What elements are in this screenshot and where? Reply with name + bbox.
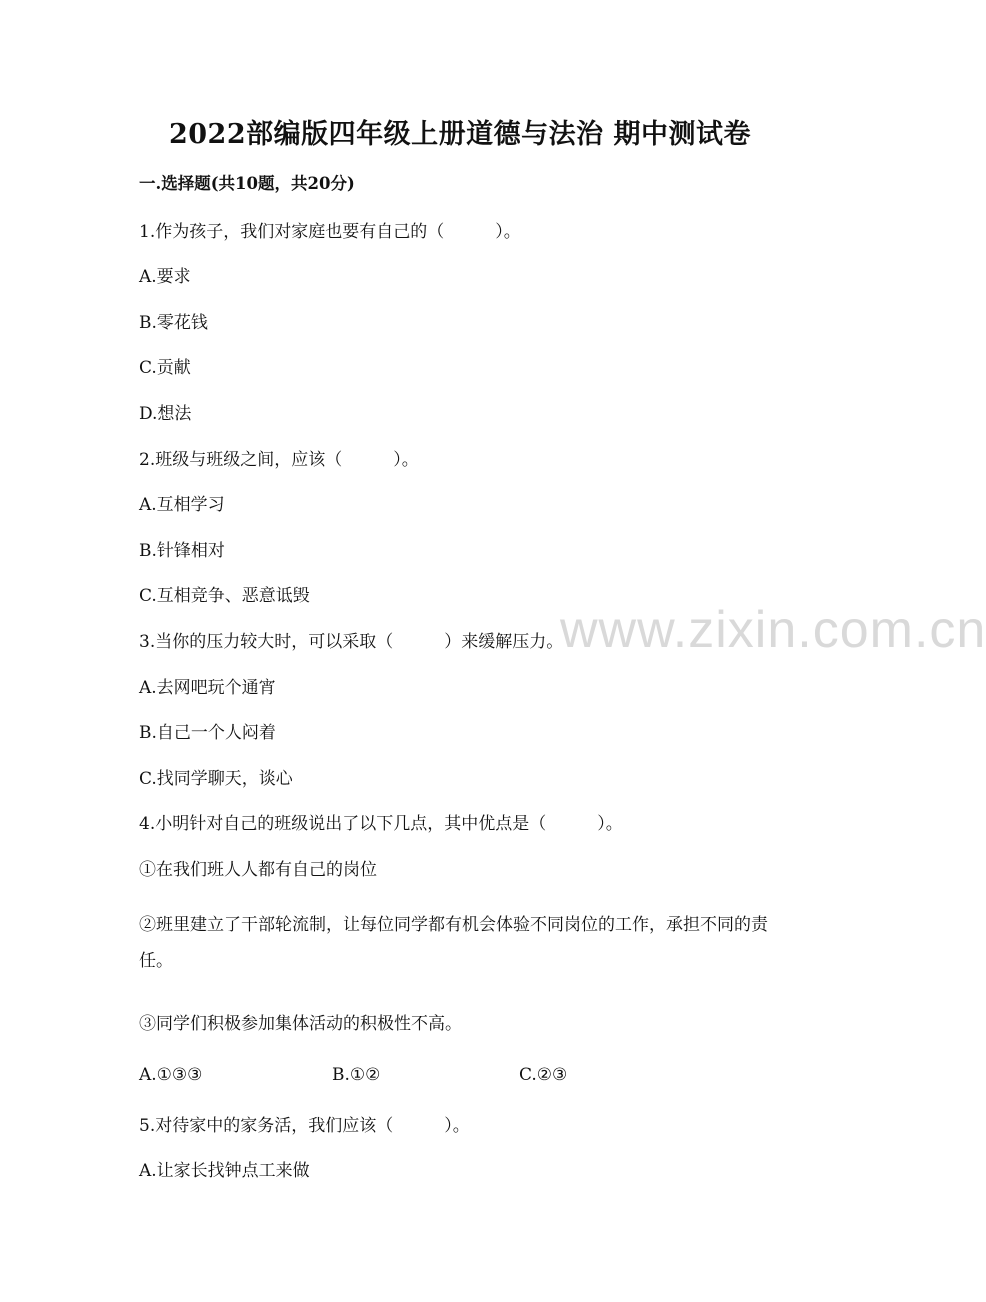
question-1-option-b: B.零花钱 <box>139 313 208 333</box>
question-2-option-c: C.互相竞争、恶意诋毁 <box>139 586 310 606</box>
exam-title: 2022部编版四年级上册道德与法治 期中测试卷 <box>168 119 752 150</box>
question-2-stem: 2.班级与班级之间，应该（ ）。 <box>139 450 419 470</box>
question-3-stem: 3.当你的压力较大时，可以采取（ ）来缓解压力。 <box>139 632 564 652</box>
question-4-statement-2: ②班里建立了干部轮流制，让每位同学都有机会体验不同岗位的工作，承担不同的责任。 <box>139 915 768 971</box>
question-2-option-a: A.互相学习 <box>139 495 225 515</box>
question-1-option-a: A.要求 <box>139 267 191 287</box>
question-5-stem: 5.对待家中的家务活，我们应该（ ）。 <box>139 1116 470 1136</box>
question-1-option-d: D.想法 <box>139 404 192 424</box>
question-4-statement-3: ③同学们积极参加集体活动的积极性不高。 <box>139 1014 462 1034</box>
question-2-option-b: B.针锋相对 <box>139 541 225 561</box>
question-5-option-a: A.让家长找钟点工来做 <box>139 1161 310 1181</box>
watermark: www.zixin.com.cn <box>560 601 986 659</box>
question-4-option-b: B.①② <box>332 1065 381 1085</box>
question-3-option-a: A.去网吧玩个通宵 <box>139 678 276 698</box>
question-4-stem: 4.小明针对自己的班级说出了以下几点，其中优点是（ ）。 <box>139 814 623 834</box>
question-4-option-c: C.②③ <box>519 1065 568 1085</box>
question-3-option-b: B.自己一个人闷着 <box>139 723 276 743</box>
question-3-option-c: C.找同学聊天，谈心 <box>139 769 293 789</box>
question-4-option-a: A.①③③ <box>139 1065 203 1085</box>
section-heading: 一.选择题(共10题，共20分) <box>139 174 355 193</box>
question-1-stem: 1.作为孩子，我们对家庭也要有自己的（ ）。 <box>139 222 521 242</box>
question-1-option-c: C.贡献 <box>139 358 191 378</box>
question-4-statement-1: ①在我们班人人都有自己的岗位 <box>139 860 377 880</box>
